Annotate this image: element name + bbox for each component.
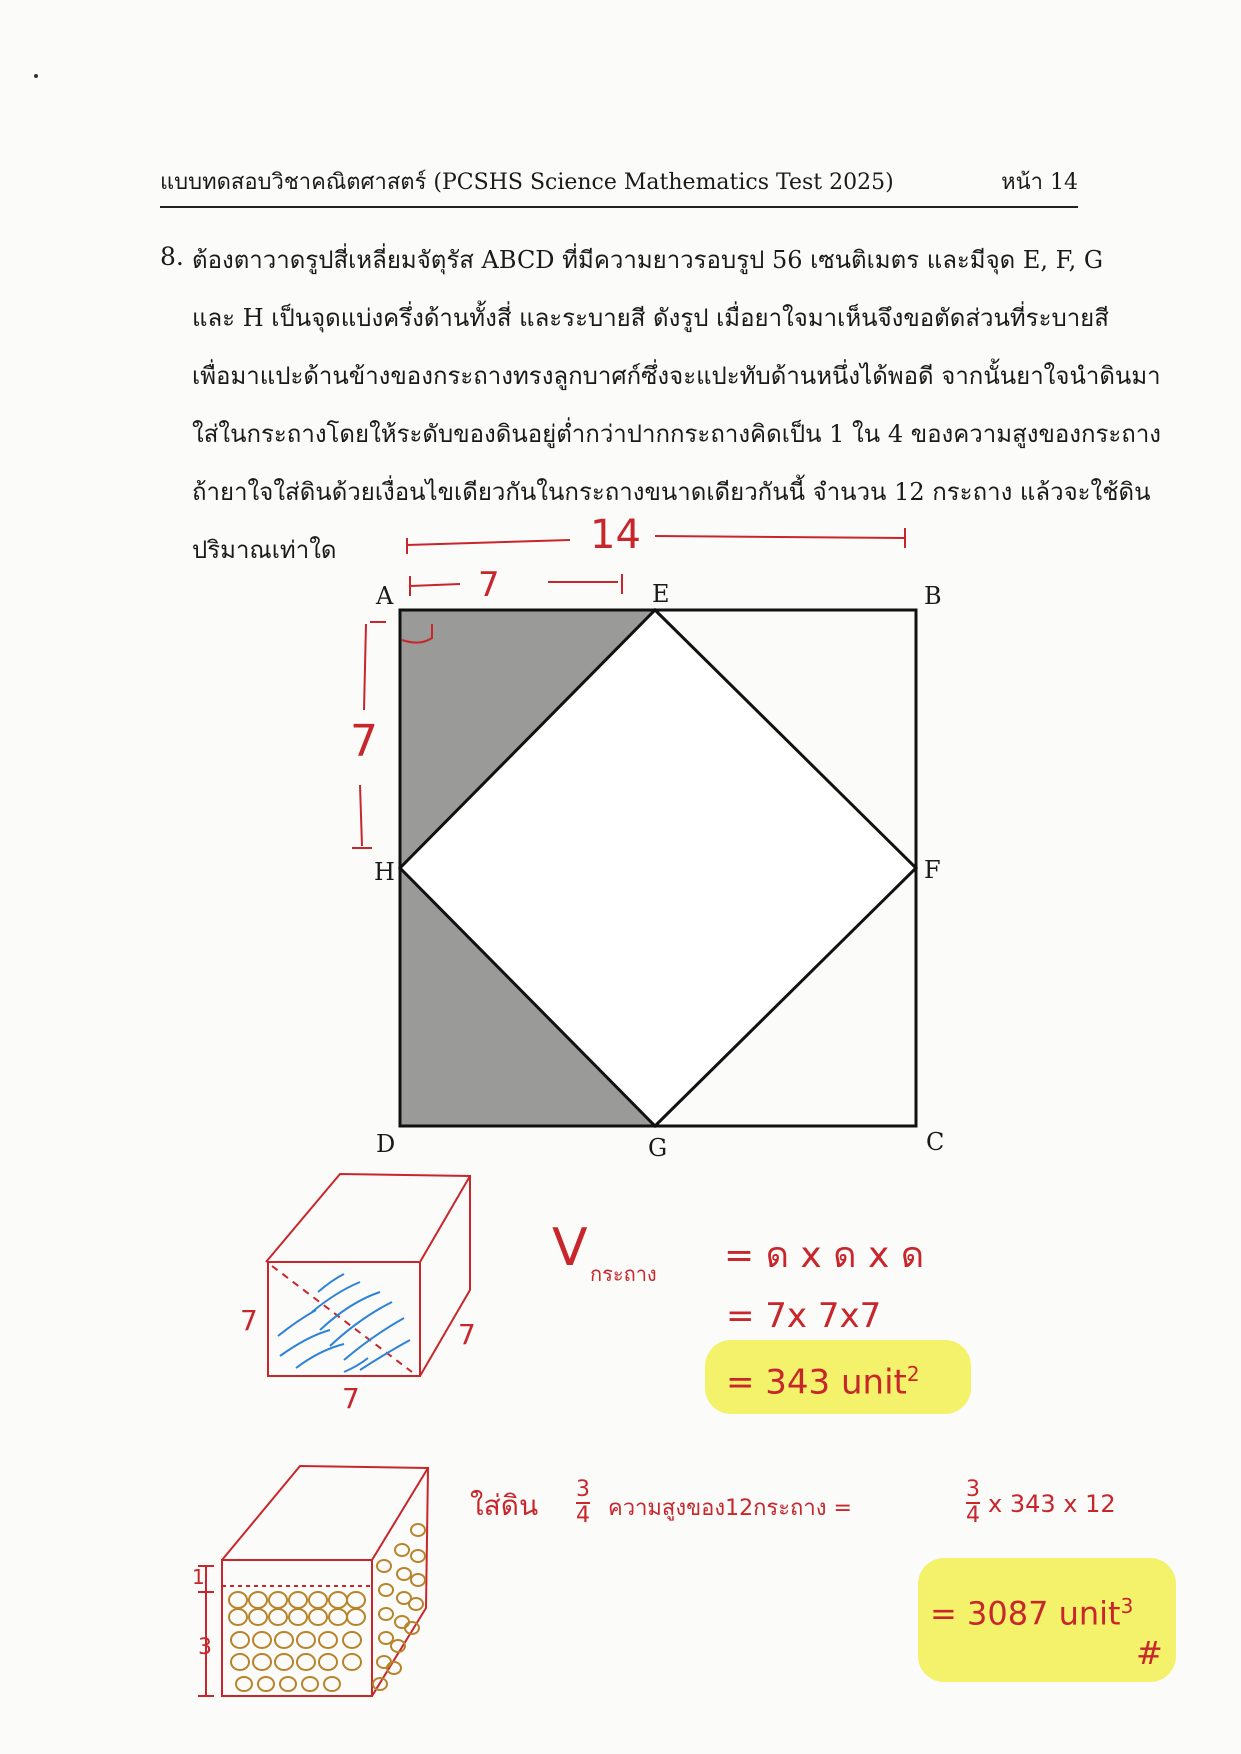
soil-fraction	[576, 1478, 590, 1528]
vertex-h: H	[374, 858, 395, 886]
soil-fraction-denominator: 4	[576, 1503, 590, 1528]
question-line-2: และ H เป็นจุดแบ่งครึ่งด้านทั้งสี่ และระบายสี ดังรูป เมื่อยาใจมาเห็นจึงขอตัดส่วนที่ระบายสี	[192, 304, 1109, 332]
top-dimension-label: 14	[590, 512, 641, 558]
end-mark: #	[1136, 1634, 1163, 1672]
vertex-c: C	[926, 1128, 945, 1156]
cube-2-bottom-label: 3	[198, 1635, 212, 1660]
question-line-3: เพื่อมาแปะด้านข้างของกระถางทรงลูกบาศก์ซึ่งจะแปะทับด้านหนึ่งได้พอดี จากนั้นยาใจนำดินมา	[192, 362, 1161, 390]
page-number: หน้า 14	[1001, 170, 1078, 195]
soil-pattern	[229, 1524, 425, 1691]
vertex-d: D	[376, 1130, 396, 1158]
volume-symbol: V	[552, 1218, 588, 1278]
question-line-1: ต้องตาวาดรูปสี่เหลี่ยมจัตุรัส ABCD ที่มีความยาวรอบรูป 56 เซนติเมตร และมีจุด E, F, G	[192, 246, 1104, 274]
question-line-6: ปริมาณเท่าใด	[192, 536, 337, 564]
final-answer-text: = 3087 unit	[930, 1594, 1121, 1633]
volume-result	[726, 1362, 920, 1402]
soil-multiplication: x 343 x 12	[988, 1490, 1116, 1518]
cube-2-top-label: 1	[192, 1565, 205, 1589]
ae-dimension-label: 7	[478, 565, 500, 605]
square-figure	[400, 610, 916, 1126]
soil-description: ความสูงของ12กระถาง =	[608, 1496, 852, 1521]
cube-1-left-label: 7	[240, 1304, 258, 1337]
soil-fraction-2-numerator: 3	[966, 1477, 980, 1502]
volume-subscript: กระถาง	[590, 1262, 657, 1286]
ah-dimension-label: 7	[350, 716, 378, 767]
vertex-b: B	[924, 582, 942, 610]
vertex-e: E	[652, 580, 670, 608]
volume-substitution: = 7x 7x7	[726, 1296, 882, 1336]
final-answer-exponent: 3	[1120, 1594, 1134, 1618]
soil-fraction-2	[966, 1478, 980, 1528]
vertex-a: A	[376, 582, 394, 610]
question-number: 8.	[160, 242, 184, 271]
volume-result-text: = 343 unit	[726, 1362, 907, 1403]
soil-fraction-numerator: 3	[576, 1477, 590, 1502]
cube-1-hatching	[278, 1274, 410, 1372]
cube-1-bottom-label: 7	[342, 1382, 360, 1415]
vertex-g: G	[648, 1134, 668, 1162]
soil-fraction-2-denominator: 4	[966, 1503, 980, 1528]
question-line-4: ใส่ในกระถางโดยให้ระดับของดินอยู่ต่ำกว่าปากกระถางคิดเป็น 1 ใน 4 ของความสูงของกระถาง	[192, 420, 1162, 448]
question-line-5: ถ้ายาใจใส่ดินด้วยเงื่อนไขเดียวกันในกระถางขนาดเดียวกันนี้ จำนวน 12 กระถาง แล้วจะใช้ดิน	[192, 478, 1151, 506]
cube-1-right-label: 7	[458, 1318, 476, 1351]
final-answer	[930, 1594, 1133, 1633]
header-title: แบบทดสอบวิชาคณิตศาสตร์ (PCSHS Science Mathematics Test 2025)	[160, 170, 894, 195]
vertex-f: F	[924, 856, 941, 884]
volume-formula: = ด x ด x ด	[724, 1235, 925, 1276]
soil-label: ใส่ดิน	[470, 1489, 539, 1522]
volume-result-exponent: 2	[906, 1362, 920, 1386]
